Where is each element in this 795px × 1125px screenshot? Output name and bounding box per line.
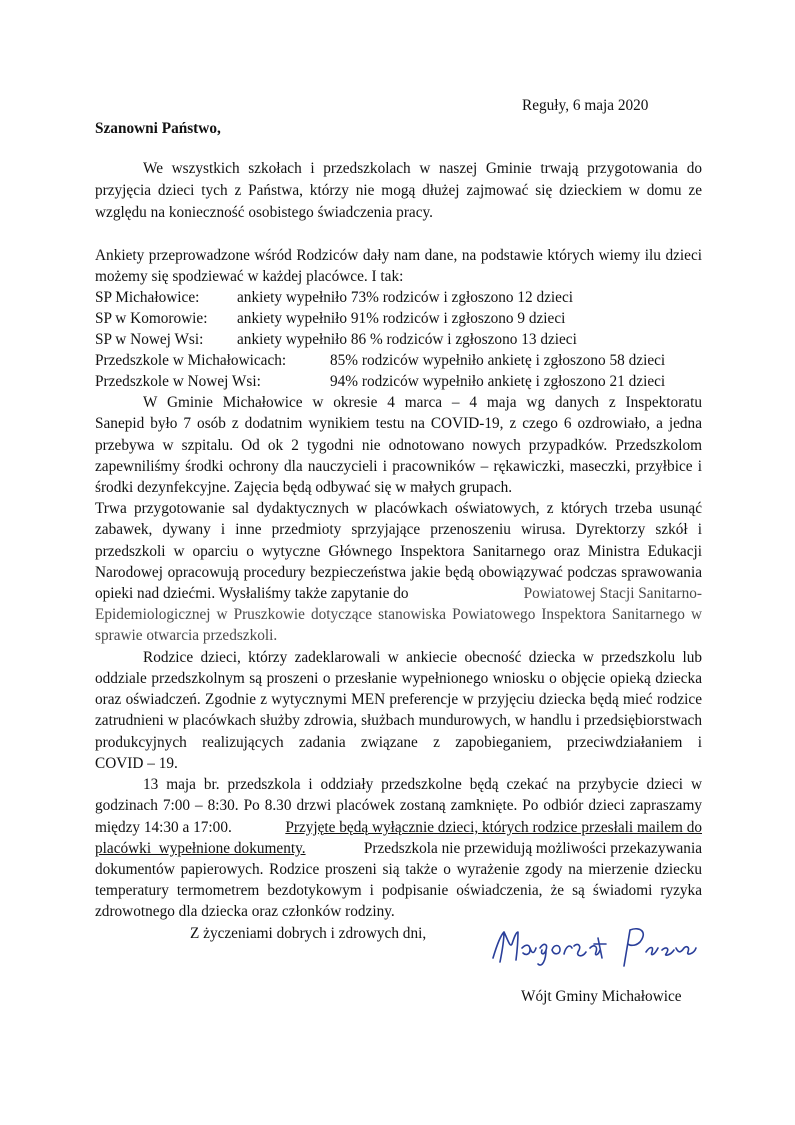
paragraph-line: przedszkoli w oparciu o wytyczne Głównego Inspektora Sanitarnego oraz Ministra Edukacji: [95, 543, 702, 560]
paragraph-line: COVID – 19.: [95, 755, 178, 772]
paragraph-line: zapewniliśmy środki ochrony dla nauczycieli i pracowników – rękawiczki, maseczki, przyłbice i: [95, 458, 702, 475]
paragraph-line: godzinach 7:00 – 8:30. Po 8.30 drzwi placówek zostaną zamknięte. Po odbiór dzieci zapraszamy: [95, 797, 702, 814]
closing-line: Z życzeniami dobrych i zdrowych dni,: [190, 925, 427, 942]
paragraph-line: W Gminie Michałowice w okresie 4 marca – 4 maja wg danych z Inspektoratu: [143, 394, 702, 411]
letter-date: Reguły, 6 maja 2020: [522, 97, 649, 114]
paragraph-line: dokumentów papierowych. Rodzice proszeni sią także o wyrażenie zgody na mierzenie dziecku: [95, 861, 702, 878]
paragraph-line: 13 maja br. przedszkola i oddziały przedszkolne będą czekać na przybycie dzieci w: [143, 776, 702, 793]
paragraph-line: oraz oświadczeń. Zgodnie z wytycznymi MEN preferencje w przyjęciu dziecka będą mieć rodzice: [95, 691, 702, 708]
paragraph-line: względu na konieczność osobistego świadczenia pracy.: [95, 204, 433, 221]
paragraph-line: zabawek, dywany i inne przedmioty sprzyjające przenoszeniu wirusa. Dyrektorzy szkół i: [95, 521, 702, 538]
school-name: Przedszkole w Nowej Wsi:: [95, 373, 261, 390]
paragraph-line: oddziale przedszkolnym są proszeni o przesłanie wypełnionego wniosku o objęcie opieką dziecka: [95, 670, 702, 687]
school-info: ankiety wypełniło 86 % rodziców i zgłoszono 13 dzieci: [237, 331, 577, 348]
school-name: Przedszkole w Michałowicach:: [95, 352, 287, 369]
paragraph-line: Trwa przygotowanie sal dydaktycznych w placówkach oświatowych, z których trzeba usunąć: [95, 500, 702, 517]
paragraph-line: temperatury termometrem bezdotykowym i podpisanie oświadczenia, że są świadomi ryzyka: [95, 882, 702, 899]
paragraph-line: zatrudnieni w placówkach służby zdrowia, służbach mundurowych, w handlu i przedsiębiorstwach: [95, 712, 702, 729]
school-info: 94% rodziców wypełniło ankietę i zgłoszono 21 dzieci: [330, 373, 666, 390]
handwritten-signature: [490, 918, 705, 978]
paragraph-line: We wszystkich szkołach i przedszkolach w naszej Gminie trwają przygotowania do: [143, 160, 702, 177]
paragraph-line: Narodowej opracowują procedury bezpieczeństwa jakie będą obowiązywać podczas sprawowania: [95, 564, 702, 581]
paragraph-line: sprawie otwarcia przedszkoli.: [95, 627, 278, 644]
school-info: ankiety wypełniło 73% rodziców i zgłoszono 12 dzieci: [237, 289, 574, 306]
paragraph-line: [95, 584, 702, 604]
paragraph-line: Rodzice dzieci, którzy zadeklarowali w ankiecie obecność dziecka w przedszkolu lub: [143, 649, 702, 666]
paragraph-text: Przedszkola nie przewidują możliwości przekazywania: [363, 840, 702, 857]
paragraph-line: środki dezynfekcyjne. Zajęcia będą odbywać się w małych grupach.: [95, 479, 513, 496]
paragraph-line: [95, 818, 702, 838]
school-name: SP w Nowej Wsi:: [95, 331, 204, 348]
school-name: SP Michałowice:: [95, 289, 200, 306]
school-info: ankiety wypełniło 91% rodziców i zgłoszono 9 dzieci: [237, 310, 566, 327]
paragraph-line: [95, 839, 702, 859]
paragraph-line: Ankiety przeprowadzone wśród Rodziców dały nam dane, na podstawie których wiemy ilu dzieci: [95, 247, 702, 264]
paragraph-line: przebywa w szpitalu. Od ok 2 tygodni nie odnotowano nowych przypadków. Przedszkolom: [95, 437, 702, 454]
paragraph-line: produkcyjnych realizujących zadania związane z zapobieganiem, przeciwdziałaniem i: [95, 734, 702, 751]
paragraph-line: przyjęcia dzieci tych z Państwa, którzy nie mogą dłużej zajmować się dzieckiem w domu ze: [95, 182, 702, 199]
salutation: Szanowni Państwo,: [95, 120, 221, 137]
paragraph-line: Epidemiologicznej w Pruszkowie dotyczące stanowiska Powiatowego Inspektora Sanitarnego w: [95, 606, 702, 623]
underlined-text: Przyjęte będą wyłącznie dzieci, których rodzice przesłali mailem do: [285, 819, 702, 836]
underlined-text: placówki wypełnione dokumenty.: [95, 840, 306, 857]
paragraph-text: między 14:30 a 17:00.: [95, 819, 232, 836]
paragraph-line: Sanepid było 7 osób z dodatnim wynikiem testu na COVID-19, z czego 6 ozdrowiało, a jedna: [95, 415, 702, 432]
school-name: SP w Komorowie:: [95, 310, 208, 327]
paragraph-text-gray: Powiatowej Stacji Sanitarno-: [523, 585, 702, 602]
signatory-title: Wójt Gminy Michałowice: [521, 988, 682, 1005]
paragraph-line: zdrowotnego dla dziecka oraz członków rodziny.: [95, 903, 395, 920]
school-info: 85% rodziców wypełniło ankietę i zgłoszono 58 dzieci: [330, 352, 666, 369]
paragraph-line: możemy się spodziewać w każdej placówce. I tak:: [95, 268, 404, 285]
paragraph-text: opieki nad dziećmi. Wysłaliśmy także zapytanie do: [95, 585, 409, 602]
